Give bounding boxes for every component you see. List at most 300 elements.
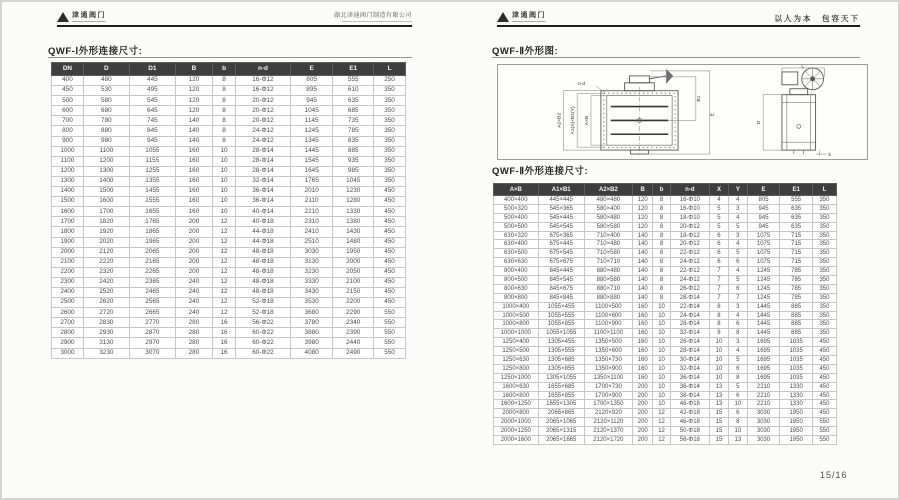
table-row	[494, 302, 837, 311]
table-cell: 2290	[333, 308, 374, 318]
table-cell: 550	[812, 427, 836, 436]
table-cell: 1345	[290, 136, 332, 146]
brand-subtext-line	[512, 21, 546, 23]
section-title-qwf1: QWF-Ⅰ外形连接尺寸:	[48, 46, 143, 57]
header-row	[52, 63, 406, 76]
table-cell: 545×545	[538, 222, 584, 231]
table-cell: 280	[175, 348, 212, 358]
table-cell: 24-Φ12	[670, 258, 709, 267]
column-header: E1	[780, 184, 813, 196]
table-cell: 140	[632, 267, 653, 276]
table-cell: 2020	[83, 237, 129, 247]
table-cell: 350	[812, 231, 836, 240]
table-row	[494, 364, 837, 373]
table-row	[494, 338, 837, 347]
table-cell: 1330	[780, 382, 813, 391]
table-cell: 885	[780, 302, 813, 311]
table-cell: 3130	[290, 257, 332, 267]
table-cell: 6	[728, 364, 747, 373]
front-view-labels	[556, 81, 715, 135]
table-cell: 160	[632, 364, 653, 373]
table-row	[494, 258, 837, 267]
table-cell: 10	[653, 338, 670, 347]
table-cell: 445×445	[538, 196, 584, 205]
table-row	[494, 391, 837, 400]
table-cell: 1035	[780, 373, 813, 382]
table-cell: 22-Φ12	[670, 267, 709, 276]
table-cell: 1480	[333, 237, 374, 247]
table-cell: 12	[213, 247, 236, 257]
table-cell: 350	[812, 284, 836, 293]
table-cell: 3030	[747, 436, 780, 445]
table-cell: 36-Φ14	[236, 197, 291, 207]
column-header: L	[374, 63, 406, 76]
table-cell: 2000×1000	[494, 418, 539, 427]
table-cell: 715	[780, 249, 813, 258]
table-cell: 4	[710, 196, 729, 205]
table-cell: 1250×400	[494, 338, 539, 347]
table-cell: 200	[632, 427, 653, 436]
table-cell: 7	[728, 293, 747, 302]
table-cell: 845×845	[538, 293, 584, 302]
table-cell: 1155	[129, 156, 175, 166]
column-header: L	[812, 184, 836, 196]
table-cell: 2320	[83, 267, 129, 277]
table-cell: 2770	[129, 318, 175, 328]
table-cell: 2065×865	[538, 409, 584, 418]
table-cell: 1380	[333, 217, 374, 227]
title-rule	[48, 57, 412, 58]
qwf1-dimension-table-wrap	[51, 62, 406, 359]
table-cell: 550	[812, 418, 836, 427]
table-cell: 500	[52, 96, 84, 106]
table-cell: 1555	[129, 197, 175, 207]
table-cell: 1400	[52, 187, 84, 197]
table-cell: 46-Φ18	[670, 418, 709, 427]
company-subtext-line	[342, 21, 412, 22]
table-cell: 20-Φ12	[670, 222, 709, 231]
table-cell: 350	[374, 106, 406, 116]
table-cell: 32-Φ14	[670, 329, 709, 338]
header-row	[494, 184, 837, 196]
table-cell: 3980	[290, 338, 332, 348]
table-cell: 6	[728, 284, 747, 293]
table-cell: 555	[333, 76, 374, 86]
table-cell: 20-Φ12	[236, 96, 291, 106]
table-cell: 2340	[333, 318, 374, 328]
table-cell: 10	[653, 329, 670, 338]
table-cell: 450	[374, 277, 406, 287]
table-cell: 350	[374, 86, 406, 96]
table-row	[52, 207, 406, 217]
table-cell: 1200	[52, 166, 84, 176]
table-row	[52, 76, 406, 86]
table-cell: 120	[632, 204, 653, 213]
table-cell: 350	[374, 146, 406, 156]
table-cell: 2900	[52, 338, 84, 348]
table-cell: 10	[213, 207, 236, 217]
table-cell: 885	[780, 329, 813, 338]
table-cell: 8	[653, 213, 670, 222]
table-cell: 48-Φ18	[236, 277, 291, 287]
table-cell: 715	[780, 231, 813, 240]
table-row	[52, 156, 406, 166]
table-cell: 450	[374, 267, 406, 277]
table-row	[52, 146, 406, 156]
table-cell: 12	[213, 277, 236, 287]
table-cell: 630×500	[494, 249, 539, 258]
table-cell: 20-Φ12	[236, 116, 291, 126]
page-number: 15/16	[820, 470, 848, 480]
table-cell: 935	[333, 156, 374, 166]
page-right	[450, 0, 900, 500]
table-cell: 3070	[129, 348, 175, 358]
column-header: E	[290, 63, 332, 76]
table-cell: 10	[213, 156, 236, 166]
table-cell: 2600	[52, 308, 84, 318]
table-cell: 200	[175, 227, 212, 237]
table-row	[494, 436, 837, 445]
table-cell: 1045	[290, 106, 332, 116]
table-cell: 6	[728, 320, 747, 329]
table-cell: 2110	[290, 197, 332, 207]
table-cell: 1820	[83, 217, 129, 227]
table-cell: 580×400	[584, 204, 632, 213]
table-cell: 580×580	[584, 222, 632, 231]
table-cell: 24-Φ12	[236, 126, 291, 136]
table-cell: 800×800	[494, 293, 539, 302]
table-cell: 885	[780, 320, 813, 329]
table-cell: 8	[213, 86, 236, 96]
table-row	[52, 328, 406, 338]
table-cell: 545×365	[538, 204, 584, 213]
table-cell: 28-Φ14	[670, 347, 709, 356]
table-cell: 24-Φ12	[670, 276, 709, 285]
table-cell: 8	[213, 106, 236, 116]
table-cell: 1700×900	[584, 391, 632, 400]
table-row	[494, 373, 837, 382]
table-cell: 2000	[52, 247, 84, 257]
column-header: DN	[52, 63, 84, 76]
table-cell: 450	[812, 391, 836, 400]
table-cell: 10	[653, 400, 670, 409]
table-cell: 450	[374, 187, 406, 197]
table-cell: 1035	[780, 356, 813, 365]
table-cell: 450	[374, 298, 406, 308]
table-cell: 785	[780, 267, 813, 276]
table-cell: 3030	[747, 427, 780, 436]
table-cell: 1355	[129, 176, 175, 186]
table-row	[52, 257, 406, 267]
table-cell: 2065×1665	[538, 436, 584, 445]
table-cell: 1645	[290, 166, 332, 176]
table-cell: 2100	[333, 277, 374, 287]
front-view	[601, 69, 678, 154]
table-cell: 1445	[747, 302, 780, 311]
table-cell: 160	[632, 329, 653, 338]
table-cell: 1300	[83, 166, 129, 176]
table-cell: 450	[812, 338, 836, 347]
table-cell: 160	[632, 338, 653, 347]
table-row	[494, 400, 837, 409]
valve-outline-drawing	[497, 64, 868, 160]
table-cell: 2620	[83, 298, 129, 308]
column-header: B	[632, 184, 653, 196]
table-cell: 240	[175, 287, 212, 297]
table-cell: 28-Φ14	[670, 293, 709, 302]
table-cell: 1920	[83, 227, 129, 237]
company-name: 湖北津通阀门制造有限公司	[333, 13, 412, 20]
table-cell: 1100×500	[584, 302, 632, 311]
table-cell: 1965	[129, 237, 175, 247]
table-cell: 2365	[129, 277, 175, 287]
table-cell: 645	[129, 106, 175, 116]
column-header: A1×B1	[538, 184, 584, 196]
table-cell: 12	[213, 237, 236, 247]
table-cell: 8	[653, 258, 670, 267]
table-cell: 805	[747, 196, 780, 205]
table-row	[52, 187, 406, 197]
table-cell: 2390	[333, 328, 374, 338]
table-cell: 3030	[290, 247, 332, 257]
table-cell: 4	[728, 347, 747, 356]
column-header: E	[747, 184, 780, 196]
table-cell: 2720	[83, 308, 129, 318]
table-cell: 36-Φ14	[236, 187, 291, 197]
table-cell: 5	[728, 222, 747, 231]
table-cell: 1350×500	[584, 338, 632, 347]
table-cell: 1800	[52, 227, 84, 237]
table-cell: 1350×730	[584, 356, 632, 365]
table-cell: 1500	[52, 197, 84, 207]
table-cell: 845	[129, 126, 175, 136]
table-cell: 675×545	[538, 249, 584, 258]
section-title-qwf2-drawing: QWF-Ⅱ外形图:	[492, 46, 559, 57]
table-cell: 450	[374, 257, 406, 267]
table-cell: 32-Φ14	[236, 176, 291, 186]
table-cell: 12	[213, 308, 236, 318]
table-cell: 160	[632, 302, 653, 311]
table-cell: 700	[52, 116, 84, 126]
table-cell: 3680	[290, 308, 332, 318]
table-cell: 450	[374, 227, 406, 237]
table-cell: 38-Φ14	[670, 391, 709, 400]
table-row	[52, 277, 406, 287]
side-view-dimensions	[763, 68, 826, 156]
column-header: Y	[728, 184, 747, 196]
table-cell: 1075	[747, 231, 780, 240]
dim-label-nd: n-d	[577, 81, 586, 87]
table-cell: 140	[175, 116, 212, 126]
table-cell: 1600×800	[494, 391, 539, 400]
page-right-header	[497, 12, 860, 27]
table-cell: 785	[333, 126, 374, 136]
table-cell: 18-Φ10	[670, 213, 709, 222]
table-cell: 8	[710, 320, 729, 329]
table-cell: 16	[213, 318, 236, 328]
table-cell: 3030	[747, 409, 780, 418]
table-cell: 895	[290, 86, 332, 96]
table-cell: 2120×1720	[584, 436, 632, 445]
table-cell: 350	[374, 166, 406, 176]
table-cell: 280	[175, 318, 212, 328]
table-row	[52, 217, 406, 227]
table-cell: 885	[333, 146, 374, 156]
table-cell: 8	[213, 96, 236, 106]
table-cell: 120	[175, 96, 212, 106]
column-header: D	[83, 63, 129, 76]
table-cell: 240	[175, 308, 212, 318]
table-cell: 450	[374, 217, 406, 227]
table-cell: 13	[710, 400, 729, 409]
table-cell: 12	[653, 427, 670, 436]
table-cell: 200	[632, 391, 653, 400]
table-cell: 12	[213, 287, 236, 297]
table-cell: 350	[812, 204, 836, 213]
table-cell: 2520	[83, 287, 129, 297]
table-row	[52, 136, 406, 146]
table-row	[494, 311, 837, 320]
table-cell: 1330	[780, 391, 813, 400]
brand-subtext-line	[72, 21, 106, 23]
table-cell: 1865	[129, 227, 175, 237]
table-cell: 6	[728, 391, 747, 400]
table-cell: 1100	[83, 146, 129, 156]
header-motto	[775, 15, 861, 23]
table-cell: 10	[710, 373, 729, 382]
table-cell: 3530	[290, 298, 332, 308]
table-row	[494, 231, 837, 240]
table-cell: 26-Φ12	[670, 284, 709, 293]
table-cell: 1035	[780, 338, 813, 347]
brand-name: 津通阀门	[512, 12, 546, 19]
table-cell: 1305×685	[538, 356, 584, 365]
table-cell: 200	[175, 257, 212, 267]
table-cell: 985	[333, 166, 374, 176]
table-cell: 2065×1315	[538, 427, 584, 436]
table-cell: 50-Φ18	[670, 427, 709, 436]
front-view-dimensions	[563, 71, 709, 154]
table-cell: 200	[175, 247, 212, 257]
table-cell: 1445	[290, 146, 332, 156]
table-cell: 1600×630	[494, 382, 539, 391]
table-cell: 5	[728, 249, 747, 258]
table-cell: 1950	[780, 427, 813, 436]
table-cell: 10	[653, 391, 670, 400]
table-cell: 2120×1370	[584, 427, 632, 436]
table-cell: 2400	[52, 287, 84, 297]
table-cell: 1655×1305	[538, 400, 584, 409]
table-cell: 12	[213, 257, 236, 267]
table-cell: 1305×1055	[538, 373, 584, 382]
table-cell: 1695	[747, 373, 780, 382]
table-cell: 2010	[290, 187, 332, 197]
table-cell: 735	[333, 116, 374, 126]
table-cell: 4	[728, 196, 747, 205]
table-cell: 18-Φ12	[670, 231, 709, 240]
table-row	[52, 237, 406, 247]
table-row	[494, 293, 837, 302]
table-cell: 350	[374, 116, 406, 126]
triangle-logo-icon	[57, 12, 69, 22]
table-cell: 3	[728, 231, 747, 240]
section-title-qwf2-table: QWF-Ⅱ外形连接尺寸:	[492, 166, 589, 177]
title-rule	[492, 57, 860, 58]
table-cell: 12	[213, 298, 236, 308]
table-cell: 1045	[333, 176, 374, 186]
table-cell: 8	[728, 329, 747, 338]
table-cell: 2000×1600	[494, 436, 539, 445]
brand-name: 津通阀门	[72, 12, 106, 19]
table-cell: 2065×1065	[538, 418, 584, 427]
table-cell: 945	[290, 96, 332, 106]
table-cell: 24-Φ12	[236, 136, 291, 146]
table-cell: 1545	[290, 156, 332, 166]
table-cell: 1305×855	[538, 364, 584, 373]
column-header: b	[653, 184, 670, 196]
table-cell: 1100×900	[584, 320, 632, 329]
table-cell: 1695	[747, 364, 780, 373]
table-cell: 200	[175, 237, 212, 247]
table-cell: 480	[83, 76, 129, 86]
table-cell: 10	[710, 338, 729, 347]
table-cell: 1055×1055	[538, 329, 584, 338]
table-cell: 350	[812, 267, 836, 276]
table-cell: 785	[780, 276, 813, 285]
table-cell: 2930	[83, 328, 129, 338]
table-cell: 1075	[747, 240, 780, 249]
table-cell: 1250×800	[494, 364, 539, 373]
column-header: A×B	[494, 184, 539, 196]
table-cell: 3780	[290, 318, 332, 328]
table-cell: 2410	[290, 227, 332, 237]
table-cell: 15	[710, 418, 729, 427]
table-cell: 200	[175, 217, 212, 227]
table-cell: 1330	[333, 207, 374, 217]
table-row	[52, 106, 406, 116]
column-header: b	[213, 63, 236, 76]
table-cell: 545	[129, 96, 175, 106]
table-cell: 885	[780, 311, 813, 320]
table-cell: 635	[780, 204, 813, 213]
table-cell: 60-Φ22	[236, 348, 291, 358]
table-cell: 200	[632, 382, 653, 391]
table-cell: 12	[653, 418, 670, 427]
table-cell: 2465	[129, 287, 175, 297]
table-cell: 1300	[52, 176, 84, 186]
dim-label-e: E	[710, 112, 716, 117]
table-cell: 1430	[333, 227, 374, 237]
table-cell: 160	[632, 311, 653, 320]
table-cell: 480×480	[584, 196, 632, 205]
table-cell: 1655	[129, 207, 175, 217]
table-cell: 2440	[333, 338, 374, 348]
table-row	[494, 409, 837, 418]
table-cell: 120	[175, 86, 212, 96]
table-row	[52, 338, 406, 348]
table-cell: 8	[653, 240, 670, 249]
table-cell: 12	[213, 227, 236, 237]
table-cell: 2210	[747, 400, 780, 409]
table-cell: 15	[710, 427, 729, 436]
table-cell: 800	[52, 126, 84, 136]
table-cell: 10	[213, 166, 236, 176]
table-cell: 1305×455	[538, 338, 584, 347]
table-cell: 1100×600	[584, 311, 632, 320]
table-cell: 2000×800	[494, 409, 539, 418]
table-row	[494, 240, 837, 249]
table-cell: 160	[175, 146, 212, 156]
